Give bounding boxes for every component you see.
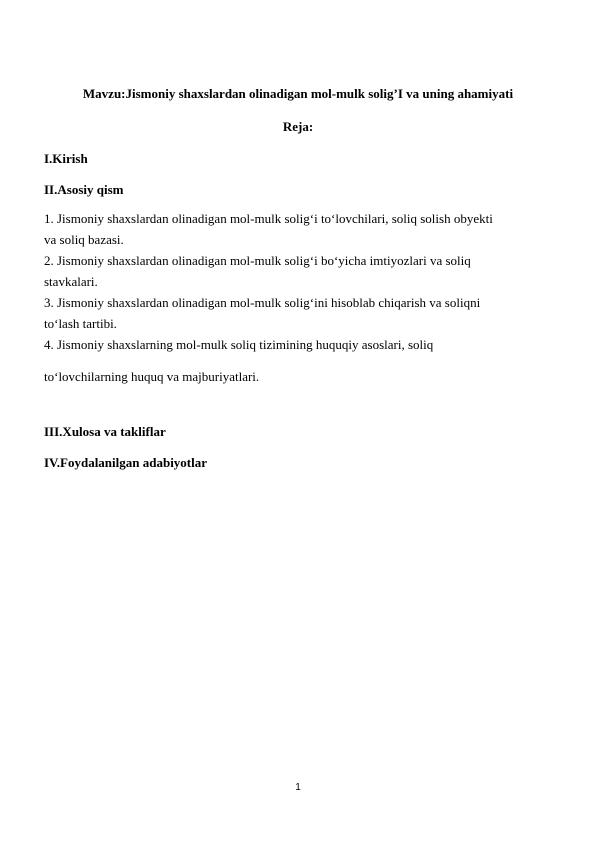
document-title: Mavzu:Jismoniy shaxslardan olinadigan mol-mulk solig’I va uning ahamiyati — [82, 86, 514, 101]
section-main: II.Asosiy qism — [44, 182, 124, 197]
list-item-3 — [44, 292, 544, 334]
section-conclusion: III.Xulosa va takliflar — [44, 424, 166, 439]
section-intro: I.Kirish — [44, 151, 88, 166]
list-item-1 — [44, 208, 544, 250]
page-number: 1 — [295, 782, 301, 793]
list-item-1-line-1: 1. Jismoniy shaxslardan olinadigan mol-mulk solig‘i to‘lovchilari, soliq solish obyekti — [44, 211, 493, 226]
list-item-1-line-2: va soliq bazasi. — [44, 232, 124, 247]
plan-heading: Reja: — [282, 119, 314, 134]
section-references: IV.Foydalanilgan adabiyotlar — [44, 455, 208, 470]
list-item-3-line-2: to‘lash tartibi. — [44, 316, 117, 331]
list-item-4-line-2: to‘lovchilarning huquq va majburiyatlari. — [44, 369, 260, 384]
list-item-2-line-2: stavkalari. — [44, 274, 98, 289]
list-item-4-line-1: 4. Jismoniy shaxslarning mol-mulk soliq tizimining huquqiy asoslari, soliq — [44, 337, 434, 352]
list-item-2-line-1: 2. Jismoniy shaxslardan olinadigan mol-mulk solig‘i bo‘yicha imtiyozlari va soliq — [44, 253, 471, 268]
list-item-2 — [44, 250, 544, 292]
list-item-3-line-1: 3. Jismoniy shaxslardan olinadigan mol-mulk solig‘ini hisoblab chiqarish va soliqni — [44, 295, 481, 310]
list-item-4 — [44, 334, 544, 387]
